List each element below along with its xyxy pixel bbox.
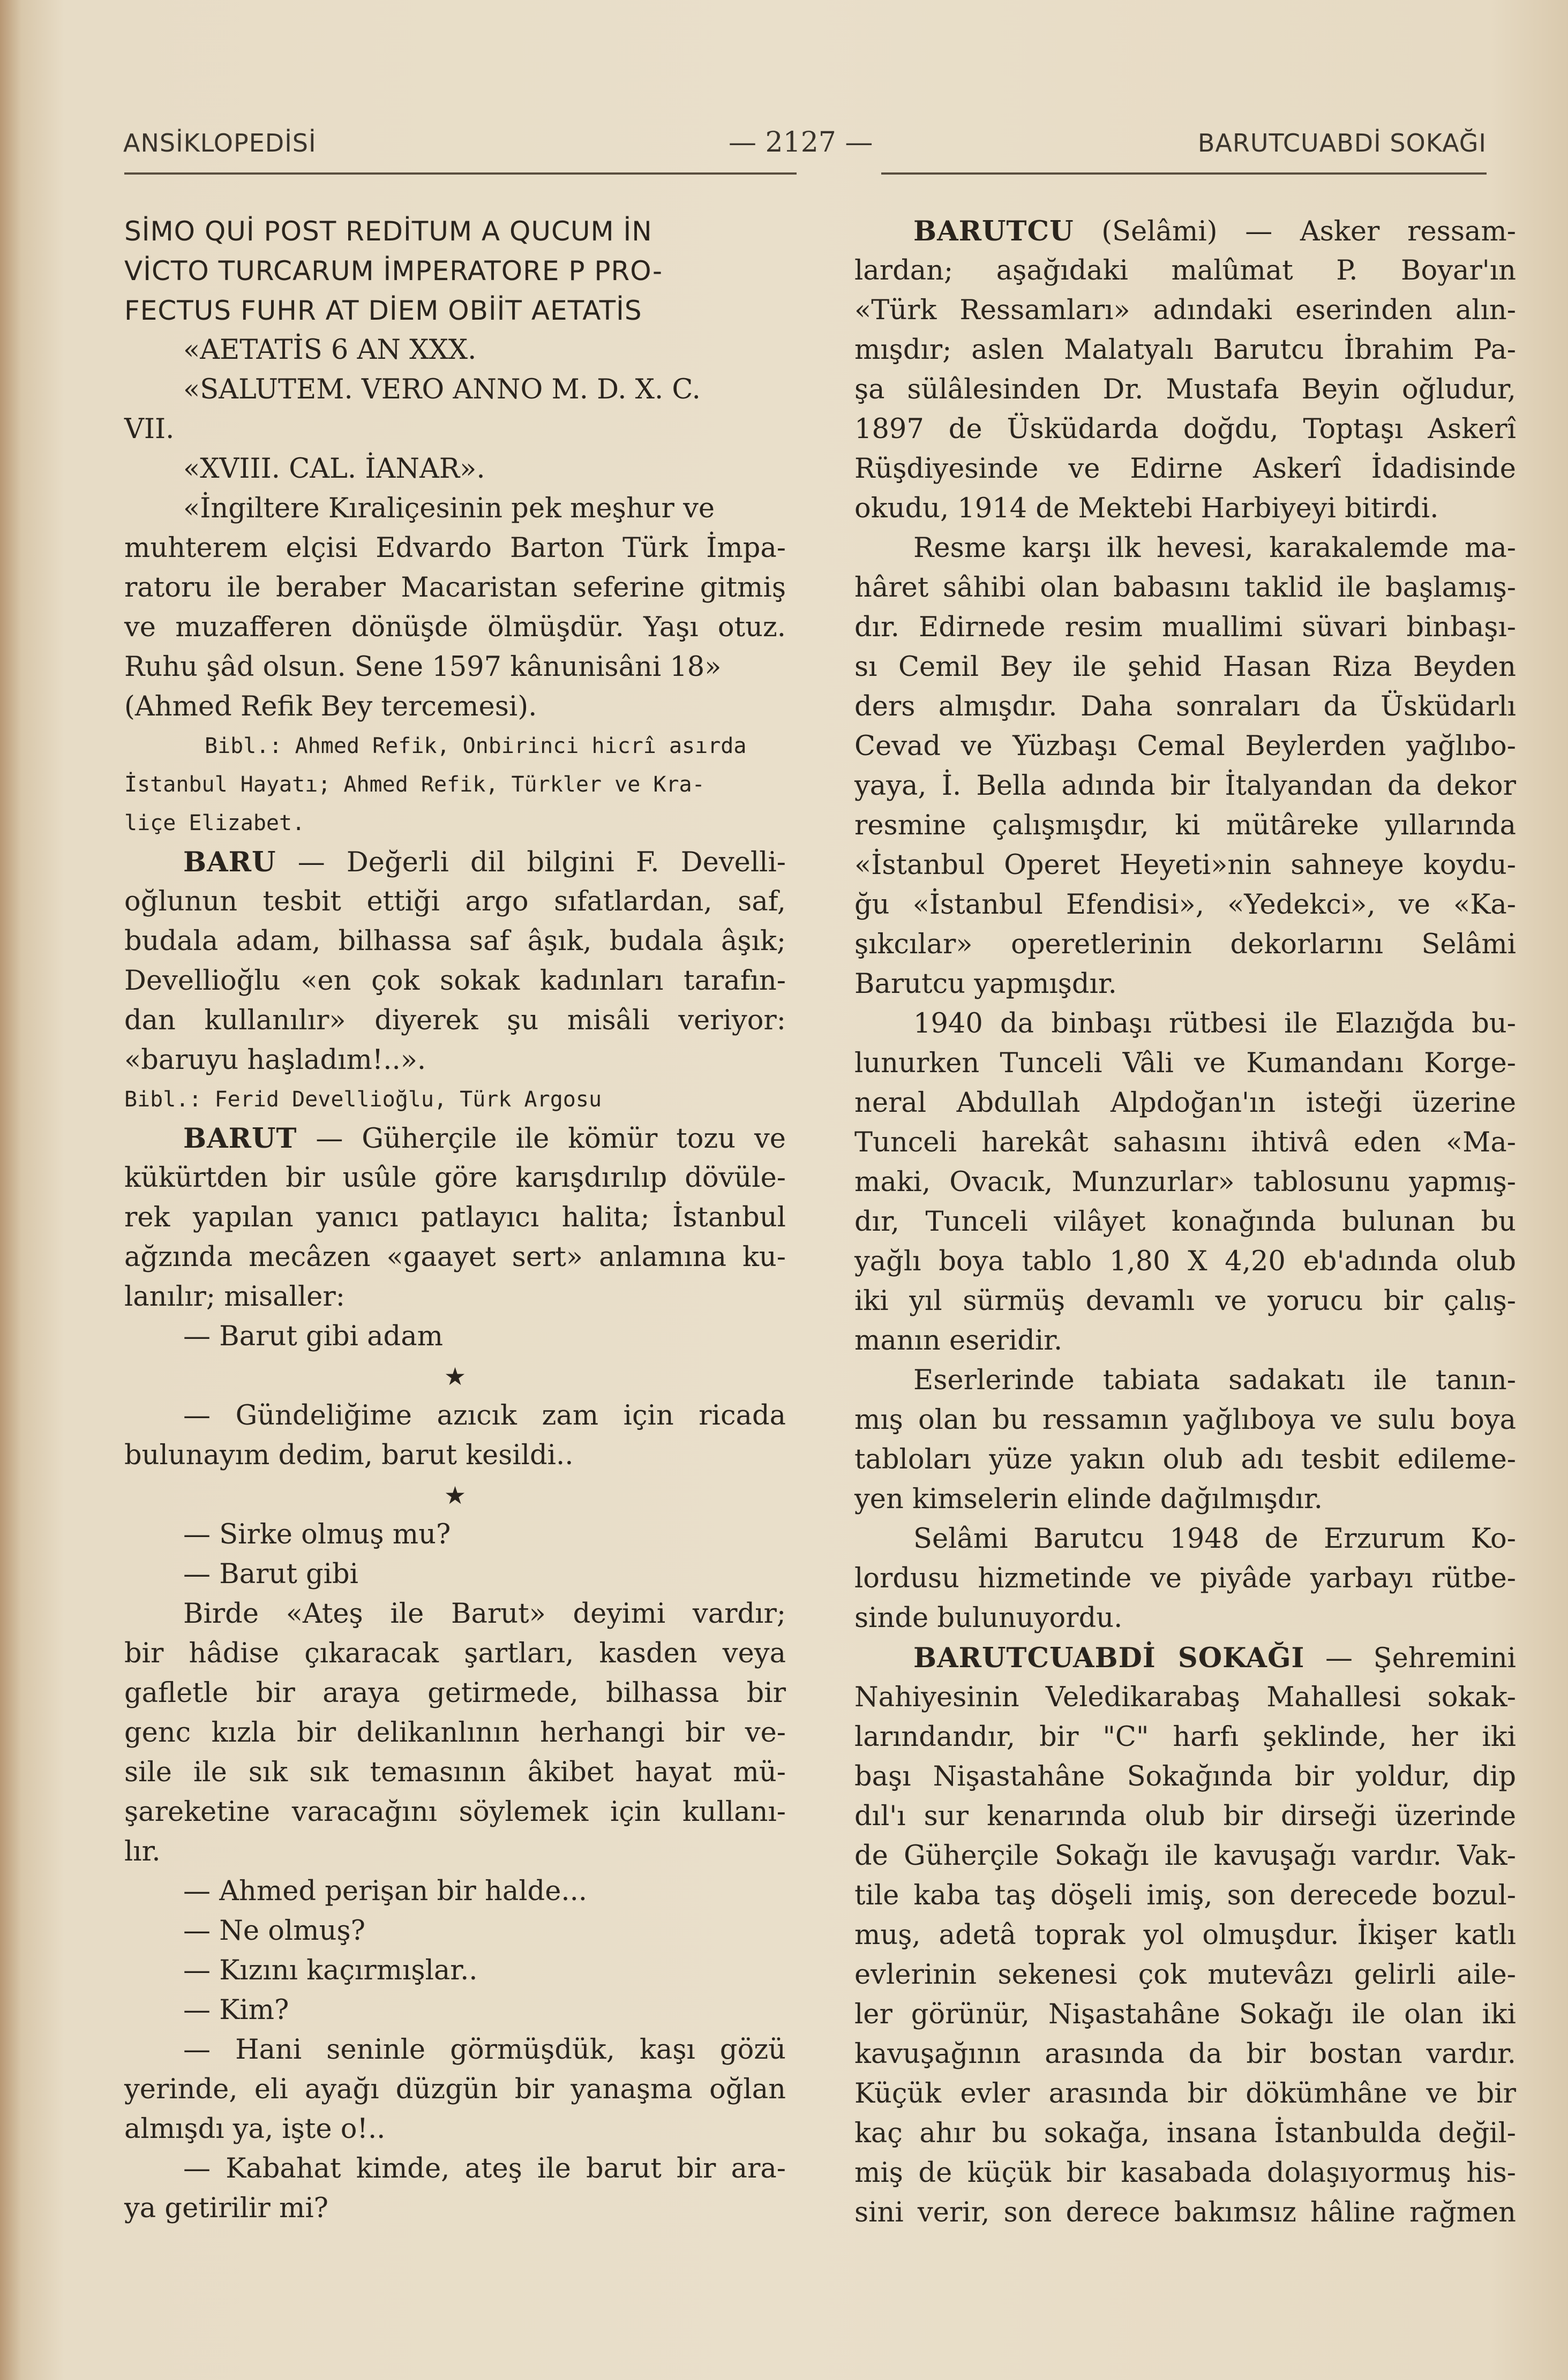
text-line: manın eseridir. xyxy=(854,1325,1063,1357)
header-title-right: BARUTCUABDİ SOKAĞI xyxy=(1197,129,1487,157)
text-line: sile ile sık sık temasının âkibet hayat mü- xyxy=(124,1757,786,1788)
entry-text: (Selâmi) — Asker ressam- xyxy=(1074,216,1516,247)
text-line: yağlı boya tablo 1,80 X 4,20 eb'adında olub xyxy=(854,1246,1516,1277)
text-line: ağzında mecâzen «gaayet sert» anlamına ku- xyxy=(124,1241,786,1273)
entry-headword: BARU xyxy=(183,846,276,878)
text-line: şıkcılar» operetlerinin dekorlarını Selâmi xyxy=(854,929,1516,960)
text-line: miş de küçük bir kasabada dolaşıyormuş his- xyxy=(854,2157,1516,2189)
text-line: dıl'ı sur kenarında olub bir dirseği üzerinde xyxy=(854,1801,1516,1832)
entry-text: — Şehremini xyxy=(1304,1643,1516,1674)
text-line: (Ahmed Refik Bey tercemesi). xyxy=(124,691,537,722)
text-line: Birde «Ateş ile Barut» deyimi vardır; xyxy=(183,1598,786,1630)
text-line: lır. xyxy=(124,1836,161,1867)
header-title-left: ANSİKLOPEDİSİ xyxy=(123,129,317,157)
text-line: rek yapılan yanıcı patlayıcı halita; İstanbul xyxy=(124,1202,786,1233)
text-line xyxy=(124,1119,786,1158)
text-line: Resme karşı ilk hevesi, karakalemde ma- xyxy=(913,532,1516,564)
text-line: FECTUS FUHR AT DİEM OBİİT AETATİS xyxy=(124,295,642,326)
text-line: 1940 da binbaşı rütbesi ile Elazığda bu- xyxy=(913,1008,1516,1040)
text-line: «XVIII. CAL. İANAR». xyxy=(183,453,485,485)
header-rule-left xyxy=(124,172,797,175)
text-line xyxy=(124,842,786,882)
text-line: mışdır; aslen Malatyalı Barutcu İbrahim Pa- xyxy=(854,334,1516,366)
text-line: Küçük evler arasında bir dökümhâne ve bir xyxy=(854,2078,1516,2110)
text-line: evlerinin sekenesi çok mutevâzı gelirli aile- xyxy=(854,1959,1516,1991)
text-line: ler görünür, Nişastahâne Sokağı ile olan iki xyxy=(854,1999,1516,2030)
text-line: sinde bulunuyordu. xyxy=(854,1602,1123,1634)
text-line: neral Abdullah Alpdoğan'ın isteği üzerine xyxy=(854,1087,1516,1119)
text-line: başı Nişastahâne Sokağında bir yoldur, dip xyxy=(854,1761,1516,1792)
text-line: Selâmi Barutcu 1948 de Erzurum Ko- xyxy=(913,1523,1516,1555)
text-line: tabloları yüze yakın olub adı tesbit edileme- xyxy=(854,1444,1516,1475)
entry-text: — Güherçile ile kömür tozu ve xyxy=(297,1123,786,1155)
text-line: muş, adetâ toprak yol olmuşdur. İkişer katlı xyxy=(854,1919,1516,1951)
text-line: — Barut gibi adam xyxy=(183,1321,443,1352)
text-line: — Kızını kaçırmışlar.. xyxy=(183,1955,478,1986)
text-line: — Gündeliğime azıcık zam için ricada xyxy=(183,1400,786,1432)
text-line: — Barut gibi xyxy=(183,1558,358,1590)
text-line xyxy=(854,1638,1516,1678)
text-line: gafletle bir araya getirmede, bilhassa bir xyxy=(124,1677,786,1709)
text-line: lardan; aşağıdaki malûmat P. Boyar'ın xyxy=(854,255,1516,287)
text-line: «baruyu haşladım!..». xyxy=(124,1044,426,1076)
text-line: dır, Tunceli vilâyet konağında bulunan bu xyxy=(854,1206,1516,1238)
text-line: «SALUTEM. VERO ANNO M. D. X. C. xyxy=(183,374,701,405)
text-line: «İstanbul Operet Heyeti»nin sahneye koydu- xyxy=(854,849,1516,881)
text-line: Barutcu yapmışdır. xyxy=(854,968,1117,1000)
text-line: iki yıl sürmüş devamlı ve yorucu bir çalış- xyxy=(854,1285,1516,1317)
text-line: — Ne olmuş? xyxy=(183,1915,365,1947)
text-line: mış olan bu ressamın yağlıboya ve sulu boya xyxy=(854,1404,1516,1436)
text-line: resmine çalışmışdır, ki mütâreke yıllarında xyxy=(854,810,1516,841)
text-line: dan kullanılır» diyerek şu misâli veriyor: xyxy=(124,1005,786,1036)
text-line: Devellioğlu «en çok sokak kadınları tarafın- xyxy=(124,965,786,997)
text-line: Bibl.: Ahmed Refik, Onbirinci hicrî asırda xyxy=(205,734,747,758)
text-line: liçe Elizabet. xyxy=(124,811,305,835)
text-line: «Türk Ressamları» adındaki eserinden alın- xyxy=(854,295,1516,326)
text-line: sini verir, son derece bakımsız hâline rağmen xyxy=(854,2197,1516,2228)
entry-text: — Değerli dil bilgini F. Develli- xyxy=(276,847,786,878)
text-line: ve muzafferen dönüşde ölmüşdür. Yaşı otuz. xyxy=(124,612,786,643)
text-line: Eserlerinde tabiata sadakatı ile tanın- xyxy=(913,1365,1516,1396)
text-line: genc kızla bir delikanlının herhangi bir ve- xyxy=(124,1717,786,1749)
text-line: VİCTO TURCARUM İMPERATORE P PRO- xyxy=(124,255,663,287)
right-column xyxy=(854,212,1516,2233)
entry-headword: BARUT xyxy=(183,1123,297,1155)
text-line: İstanbul Hayatı; Ahmed Refik, Türkler ve Kra- xyxy=(124,772,705,797)
text-line: hâret sâhibi olan babasını taklid ile başlamış- xyxy=(854,572,1516,604)
text-line: Nahiyesinin Veledikarabaş Mahallesi sokak- xyxy=(854,1682,1516,1713)
text-line: — Sirke olmuş mu? xyxy=(183,1519,451,1550)
text-line: 1897 de Üsküdarda doğdu, Toptaşı Askerî xyxy=(854,413,1516,445)
text-line: Tunceli harekât sahasını ihtivâ eden «Ma- xyxy=(854,1127,1516,1158)
text-line: ğu «İstanbul Efendisi», «Yedekci», ve «Ka- xyxy=(854,889,1516,921)
text-line: lordusu hizmetinde ve piyâde yarbayı rütbe- xyxy=(854,1563,1516,1594)
text-line: — Kabahat kimde, ateş ile barut bir ara- xyxy=(183,2153,786,2185)
text-line: Bibl.: Ferid Devellioğlu, Türk Argosu xyxy=(124,1087,602,1112)
text-line: Rüşdiyesinde ve Edirne Askerî İdadisinde xyxy=(854,453,1516,485)
text-line: oğlunun tesbit ettiği argo sıfatlardan, saf, xyxy=(124,886,786,917)
text-line: tile kaba taş döşeli imiş, son derecede bozul- xyxy=(854,1880,1516,1911)
left-column xyxy=(124,212,786,2228)
entry-headword: BARUTCUABDİ SOKAĞI xyxy=(913,1642,1305,1674)
text-line: kaç ahır bu sokağa, insana İstanbulda değil- xyxy=(854,2118,1516,2149)
text-line: şareketine varacağını söylemek için kullanı- xyxy=(124,1796,786,1828)
text-line: SİMO QUİ POST REDİTUM A QUCUM İN xyxy=(124,216,652,247)
text-line: şa sülâlesinden Dr. Mustafa Beyin oğludur, xyxy=(854,374,1516,405)
text-line: bir hâdise çıkaracak şartları, kasden veya xyxy=(124,1638,786,1669)
text-line: okudu, 1914 de Mektebi Harbiyeyi bitirdi. xyxy=(854,493,1439,524)
text-line: — Kim? xyxy=(183,1994,289,2026)
text-line: Cevad ve Yüzbaşı Cemal Beylerden yağlıbo- xyxy=(854,730,1516,762)
entry-headword: BARUTCU xyxy=(913,215,1074,247)
text-line: VII. xyxy=(124,413,175,445)
text-line: sı Cemil Bey ile şehid Hasan Riza Beyden xyxy=(854,651,1516,683)
page-number: — 2127 — xyxy=(729,126,873,159)
text-line: dır. Edirnede resim muallimi süvari binbaşı- xyxy=(854,612,1516,643)
text-line: ★ xyxy=(444,1362,467,1391)
text-line: yen kimselerin elinde dağılmışdır. xyxy=(854,1483,1323,1515)
text-line xyxy=(854,212,1516,251)
text-line: — Hani seninle görmüşdük, kaşı gözü xyxy=(183,2034,786,2066)
text-line: de Güherçile Sokağı ile kavuşağı vardır. Vak- xyxy=(854,1840,1516,1872)
text-line: kavuşağının arasında da bir bostan vardır. xyxy=(854,2038,1516,2070)
text-line: ratoru ile beraber Macaristan seferine gitmiş xyxy=(124,572,786,604)
text-line: ya getirilir mi? xyxy=(124,2193,328,2224)
text-line: lunurken Tunceli Vâli ve Kumandanı Korge- xyxy=(854,1048,1516,1079)
text-line: kükürtden bir usûle göre karışdırılıp dövüle- xyxy=(124,1162,786,1194)
text-line: yerinde, eli ayağı düzgün bir yanaşma oğlan xyxy=(124,2074,786,2105)
text-line: — Ahmed perişan bir halde... xyxy=(183,1876,588,1907)
text-line: larındandır, bir "C" harfı şeklinde, her iki xyxy=(854,1721,1516,1753)
text-line: bulunayım dedim, barut kesildi.. xyxy=(124,1440,574,1471)
text-line: ders almışdır. Daha sonraları da Üsküdarlı xyxy=(854,691,1516,722)
text-line: muhterem elçisi Edvardo Barton Türk İmpa- xyxy=(124,532,786,564)
text-line: «İngiltere Kıraliçesinin pek meşhur ve xyxy=(183,493,715,524)
header-rule-right xyxy=(881,172,1487,175)
running-header xyxy=(123,126,1487,171)
text-line: «AETATİS 6 AN XXX. xyxy=(183,334,477,366)
text-line: ★ xyxy=(444,1481,467,1510)
text-line: yaya, İ. Bella adında bir İtalyandan da dekor xyxy=(854,770,1516,802)
text-line: maki, Ovacık, Munzurlar» tablosunu yapmış- xyxy=(854,1166,1516,1198)
text-line: lanılır; misaller: xyxy=(124,1281,345,1313)
text-line: Ruhu şâd olsun. Sene 1597 kânunisâni 18» xyxy=(124,651,722,683)
text-line: almışdı ya, işte o!.. xyxy=(124,2113,386,2145)
text-line: budala adam, bilhassa saf âşık, budala âşık; xyxy=(124,925,786,957)
